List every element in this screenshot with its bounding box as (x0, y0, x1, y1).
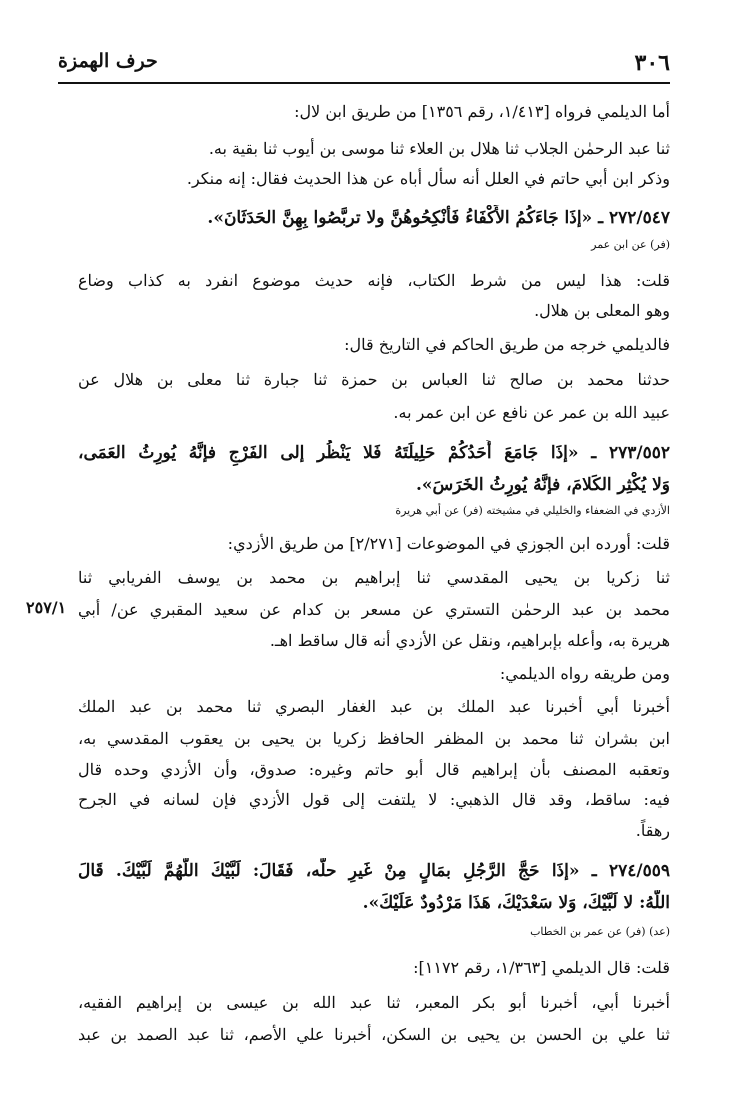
text-line: عبيد الله بن عمر عن نافع عن ابن عمر به. (393, 403, 670, 422)
text-line: أخبرنا أبي، أخبرنا أبو بكر المعبر، ثنا عبد الله بن عيسى بن إبراهيم الفقيه، (78, 993, 670, 1012)
chapter-title: حرف الهمزة (58, 50, 158, 72)
text-line: هريرة به، وأعله بإبراهيم، ونقل عن الأزدي أنه قال ساقط اهـ. (269, 631, 670, 650)
text-line: ثنا علي بن الحسن بن يحيى بن السكن، أخبرنا علي الأصم، ثنا عبد الصمد بن عبد (78, 1025, 670, 1044)
text-line: فالديلمي خرجه من طريق الحاكم في التاريخ قال: (344, 335, 670, 354)
hadith-heading-cont: اللَّهُ: لا لَبَّيْكَ، وَلا سَعْدَيْكَ، هَذَا مَرْدُودٌ عَلَيْكَ». (362, 893, 670, 913)
text-line: محمد بن عبد الرحمٰن التستري عن مسعر بن كدام عن سعيد المقبري عن/ أبي (78, 600, 670, 619)
text-line: وتعقبه المصنف بأن إبراهيم قال أبو حاتم وغيره: صدوق، وأن الأزدي وحده قال (78, 760, 670, 779)
hadith-heading-cont: وَلا يُكْثِر الكَلامَ، فإنَّهُ يُورِثُ الخَرَسَ». (415, 475, 670, 495)
text-line: فيه: ساقط، وقد قال الذهبي: لا يلتفت إلى قول الأزدي فإن لسانه في الجرح (78, 790, 670, 809)
text-line: أخبرنا أبي أخبرنا عبد الملك بن عبد الغفار البصري ثنا محمد بن عبد الملك (78, 697, 670, 716)
header-rule (58, 82, 670, 84)
hadith-source: (عد) (فر) عن عمر بن الخطاب (530, 925, 670, 938)
page-number: ٣٠٦ (634, 50, 670, 76)
text-line: ثنا زكريا بن يحيى المقدسي ثنا إبراهيم بن محمد بن يوسف الفريابي ثنا (78, 568, 670, 587)
text-line: ابن بشران ثنا محمد بن المظفر الحافظ زكريا بن يحيى بن يعقوب المقدسي به، (78, 729, 670, 748)
commentary-line: قلت: قال الديلمي [١/٣٦٣، رقم ١١٧٢]: (413, 958, 670, 977)
text-line: أما الديلمي فرواه [١/٤١٣، رقم ١٣٥٦] من طريق ابن لال: (294, 102, 670, 121)
page-header (58, 44, 670, 84)
text-line: رهقاً. (635, 821, 670, 840)
hadith-heading: ٢٧٣/٥٥٢ ـ «إذَا جَامَعَ أَحَدُكُمْ حَلِيلَتَهُ فَلا يَنْظُر إلى الفَرْجِ فإنَّهُ يُورِثُ العَمَى، (78, 443, 670, 463)
commentary-line: قلت: أورده ابن الجوزي في الموضوعات [٢/٢٧١] من طريق الأزدي: (227, 534, 670, 553)
hadith-source: الأزدي في الضعفاء والخليلي في مشيخته (فر) عن أبي هريرة (395, 504, 670, 517)
text-line: حدثنا محمد بن صالح ثنا العباس بن حمزة ثنا جبارة ثنا معلى بن هلال عن (78, 370, 670, 389)
hadith-heading: ٢٧٢/٥٤٧ ـ «إذَا جَاءَكُمُ الأَكْفَاءُ فَأَنْكِحُوهُنَّ ولا تربَّصُوا بِهِنَّ الحَدَثَانَ». (207, 208, 670, 228)
hadith-source: (فر) عن ابن عمر (591, 238, 670, 251)
margin-reference: ٢٥٧/١ (26, 598, 67, 617)
text-line: وهو المعلى بن هلال. (534, 301, 670, 320)
text-line: ومن طريقه رواه الديلمي: (499, 664, 670, 683)
commentary-line: قلت: هذا ليس من شرط الكتاب، فإنه حديث موضوع انفرد به كذاب وضاع (78, 271, 670, 290)
text-line: ثنا عبد الرحمٰن الجلاب ثنا هلال بن العلاء ثنا موسى بن أيوب ثنا بقية به. (208, 139, 670, 158)
hadith-heading: ٢٧٤/٥٥٩ ـ «إذَا حَجَّ الرَّجُلِ بمَالٍ مِنْ غَيرِ حلّه، فَقَالَ: لَبَّيْكَ اللَّهُمَّ لَبَّيْكَ. قَالَ (78, 861, 670, 881)
text-line: وذكر ابن أبي حاتم في العلل أنه سأل أباه عن هذا الحديث فقال: إنه منكر. (186, 169, 670, 188)
